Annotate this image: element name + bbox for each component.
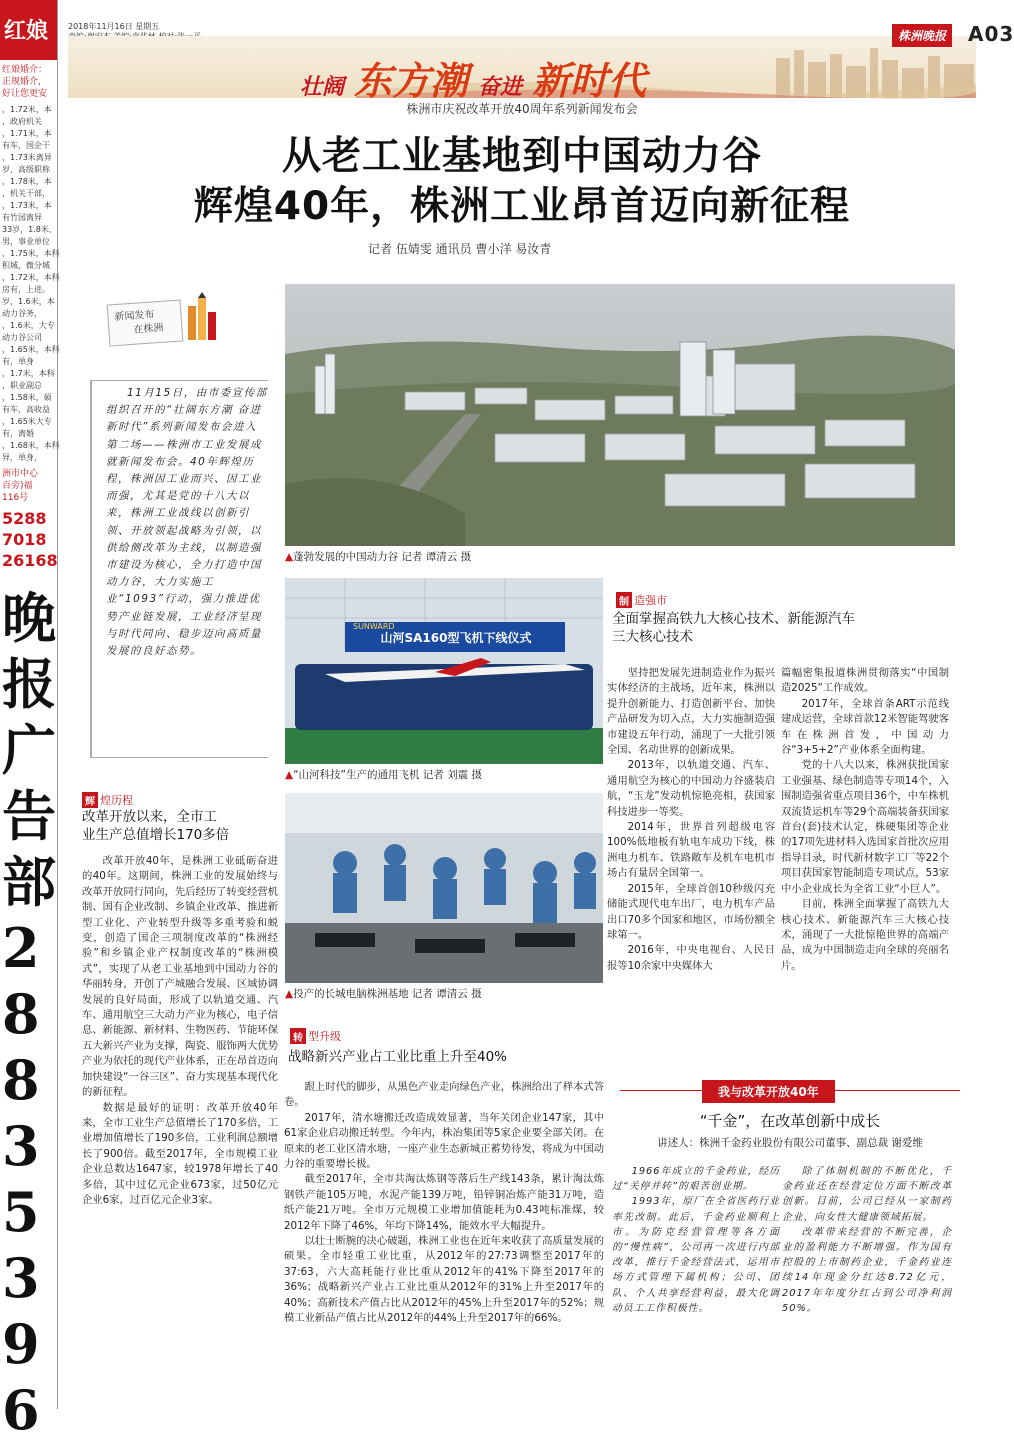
column-reform-2 <box>782 1164 952 1316</box>
header-banner <box>68 36 976 103</box>
s-big-line: 9 <box>2 1312 40 1376</box>
s-phones-line: 26168 <box>2 551 58 570</box>
paragraph: 2013年，以轨道交通、汽车、通用航空为核心的中国动力谷盛装启航，“玉龙”发动机惊艳亮相，获国家科技进步一等奖。 <box>607 759 775 818</box>
s-phones-line: 7018 <box>2 530 47 549</box>
s-text-line: ，1.6米，大专 <box>2 321 55 330</box>
section-tag-history <box>82 792 133 808</box>
section-history-title: 改革开放以来，全市工 业生产总值增长170多倍 <box>82 809 230 843</box>
s-text-line: 岁，高级职称 <box>2 165 50 174</box>
paragraph: 篇幅密集报道株洲贯彻落实“中国制造2025”工作成效。 <box>781 667 949 695</box>
badge-tag <box>107 299 184 346</box>
s-text-line: ，1.73米离异 <box>2 153 52 162</box>
badge-line-1: 新闻发布 <box>114 309 155 324</box>
plane-photo-caption: ▲“山河科技”生产的通用飞机 记者 刘震 摄 <box>285 769 482 781</box>
s-text-line: 动力谷公司 <box>2 333 42 342</box>
plane-banner <box>347 622 565 645</box>
paragraph: 除了体制机制的不断优化，千金药业还在经营定位方面不断改革创新。目前，公司已经从一家制药企业，向女性大健康领域拓展。 <box>782 1166 952 1223</box>
slogan-part-d: 新时代 <box>532 58 647 103</box>
s-text-line: ，职业副总 <box>2 381 42 390</box>
s-text-line: 动力谷务， <box>2 309 42 318</box>
sliver-red-lines <box>0 60 57 104</box>
s-text-line: 有车，高收益 <box>2 405 50 414</box>
s-text-line: ，政府机关 <box>2 117 42 126</box>
reform-band <box>620 1080 960 1102</box>
s-addr-line: 百旁)福 <box>2 481 33 491</box>
s-text-line: ，1.71米，本 <box>2 129 52 138</box>
section-transformation-icon: 转 <box>290 1028 306 1044</box>
photo-plane-ceremony <box>285 578 603 764</box>
plane-banner-title: 山河SA160型飞机下线仪式 <box>380 631 532 645</box>
reform-band-label: 我与改革开放40年 <box>702 1080 835 1103</box>
main-photo-caption: ▲蓬勃发展的中国动力谷 记者 谭清云 摄 <box>285 551 472 563</box>
s-big-line: 报 <box>2 652 56 716</box>
s-text-line: ，1.58米，硕 <box>2 393 52 402</box>
s-text-line: 33岁，1.8米， <box>2 225 57 234</box>
s-addr-line: 洲市中心 <box>2 469 39 479</box>
s-big-line: 3 <box>2 1246 40 1310</box>
column-history <box>82 854 278 1208</box>
sliver-phones <box>0 508 57 571</box>
factory-caption-text: 投产的长城电脑株洲基地 记者 谭清云 摄 <box>293 988 482 1000</box>
s-text-line: ，1.72米，本 <box>2 105 52 114</box>
paragraph: 数据是最好的证明：改革开放40年来，全市工业生产总值增长了170多倍，工业增加值增长了190多倍，工业利润总额增长了900倍。截至2017年，全市规模工业企业总数达1647家，较1978年增长了40多倍，其中过亿元企业673家，过50亿元企业6家，过百亿元企业3家。 <box>82 1101 278 1206</box>
slogan-part-a: 壮阔 <box>300 74 345 100</box>
s-big-line: 6 <box>2 1378 40 1442</box>
s-addr-line: 116号 <box>2 493 29 503</box>
byline: 记者 伍婧雯 通讯员 曹小洋 易汝青 <box>368 242 552 256</box>
s-text-line: 男，事业单位 <box>2 237 50 246</box>
newspaper-brand: 株洲晚报 <box>892 24 952 47</box>
section-tag-transformation <box>290 1028 341 1044</box>
paragraph: 截至2017年，全市共淘汰炼钢等落后生产线143条，累计淘汰炼钢铁产能105万吨，水泥产能139万吨，铅锌铜冶炼产能31万吨，造纸产能21万吨。全市万元规模工业增加值能耗为0.43吨标准煤，较2012年下降了46%，年均下降14%，能效水平大幅提升。 <box>284 1173 604 1232</box>
issue-date: 2018年11月16日 星期五 <box>68 22 160 31</box>
series-subtitle: 株洲市庆祝改革开放40周年系列新闻发布会 <box>406 102 638 116</box>
paragraph: 1993年，原厂在全省医药行业率先改制。此后，千金药业顺利上市。为防克经营管理等各方面的“慢性病”，公司再一次进行内部改革，推行千金经营法式，运用市场方式管理下属机构；公司、团队、个人共享经营利益，最大化调动员工工作积极性。 <box>612 1196 780 1314</box>
s-text-line: ，1.72米，本科 <box>2 273 60 282</box>
photo-factory-line <box>285 793 603 983</box>
s-big-line: 8 <box>2 982 40 1046</box>
sliver-text <box>0 104 60 464</box>
s-text-line: ，1.65米，本科 <box>2 345 60 354</box>
paragraph: 目前，株洲全面掌握了高铁九大核心技术、新能源汽车三大核心技术，涌现了一大批惊艳世界的高端产品，成为中国制造走向全球的亮丽名片。 <box>781 898 949 972</box>
s-text-line: 岁，1.6米，本 <box>2 297 55 306</box>
sliver-big-chars <box>0 585 57 1443</box>
column-transformation <box>284 1080 604 1327</box>
s-big-line: 2 <box>2 916 40 980</box>
s-text-line: ，1.68米，本科 <box>2 441 60 450</box>
headline-line-1: 从老工业基地到中国动力谷 <box>281 134 762 179</box>
factory-photo-caption: ▲投产的长城电脑株洲基地 记者 谭清云 摄 <box>285 988 482 1000</box>
paragraph: 1966年成立的千金药业，经历过“关停并转”的艰苦创业期。 <box>612 1166 780 1193</box>
section-manufacturing-title: 全面掌握高铁九大核心技术、新能源汽车 三大核心技术 <box>612 611 855 645</box>
intro-text: 11月15日，由市委宣传部组织召开的“壮阔东方潮 奋进新时代”系列新闻发布会进入第二场——株洲市工业发展成就新闻发布会。40年辉煌历程，株洲因工业而兴、因工业而强，尤其是党的十八大以来，株洲工业战线以创新引领、开放领起战略为引领，以供给侧改革为主线，以制造强市建设为核心，全力打造中国动力谷，大力实施工业“1093”行动，强力推进优势产业链发展，工业经济呈现与时代同向、稳步迈向高质量发展的良好态势。 <box>106 387 268 658</box>
reform-title: “千金”，在改革创新中成长 <box>699 1112 881 1130</box>
section-manufacturing-icon: 制 <box>616 592 632 608</box>
s-text-line: 异，单身， <box>2 453 42 462</box>
s-red-lines-line: 红娘婚介： <box>2 65 48 75</box>
s-text-line: ，机关干部， <box>2 189 50 198</box>
s-big-line: 8 <box>2 1048 40 1112</box>
s-text-line: ，1.7米，本科 <box>2 369 55 378</box>
s-text-line: ，1.73米，本 <box>2 201 52 210</box>
paragraph: 改革带来经营的不断完善，企业的盈利能力不断增强。作为国有控股的上市制药企业，千金药业连续14年现金分红达8.72亿元，2017年年度分红占到公司净利润50%。 <box>782 1226 952 1314</box>
section-history-label: 煌历程 <box>100 794 133 807</box>
paragraph: 党的十八大以来，株洲获批国家工业强基、绿色制造等专项14个，入围制造强省重点项目36个，中车株机双流货运机车等29个高端装备获国家首台(套)技术认定，株硬集团等企业的17项先进材料入选国家首批次应用指导目录，时代新材数字工厂等22个项目获国家智能制造专项试点，53家中小企业成长为全省工业“小巨人”。 <box>781 759 949 895</box>
section-transformation-title: 战略新兴产业占工业比重上升至40% <box>288 1049 508 1065</box>
column-reform-1 <box>612 1164 780 1316</box>
paragraph: 2017年，全球首条ART示范线建成运营，全球首款12米智能驾驶客车在株洲首发，中国动力谷“3+5+2”产业体系全面构建。 <box>781 697 949 757</box>
s-text-line: 有，单身 <box>2 357 34 366</box>
s-red-lines-line: 正规婚介， <box>2 77 48 87</box>
section-manufacturing-label: 造强市 <box>634 594 667 607</box>
s-text-line: 积城，微分城 <box>2 261 50 270</box>
s-big-line: 5 <box>2 1180 40 1244</box>
photo-industrial-park <box>285 284 955 546</box>
s-text-line: 房有，上进。 <box>2 285 50 294</box>
s-big-line: 3 <box>2 1114 40 1178</box>
paragraph: 以壮士断腕的决心破题，株洲工业也在近年来收获了高质量发展的硕果。全市轻重工业比重，从2012年的27:73调整至2017年的37:63，六大高耗能行业比重从2012年的41%下降至2017年的36%；战略新兴产业占工业比重从2012年的31%上升至2017年的40%；高新技术产值占比从2012年的45%上升至2017年的52%；规模工业新品产值占比从2012年的44%上升至2017年的66%。 <box>284 1235 604 1325</box>
plane-caption-text: “山河科技”生产的通用飞机 记者 刘震 摄 <box>293 769 482 781</box>
s-big-line: 晚 <box>2 586 56 650</box>
paragraph: 跟上时代的脚步，从黑色产业走向绿色产业，株洲给出了样本式答卷。 <box>284 1081 604 1109</box>
paragraph: 改革开放40年，是株洲工业砥砺奋进的40年。这期间，株洲工业的发展始终与改革开放同行同向，先后经历了转变经营机制、国有企业改制、乡镇企业改革、推进新型工业化、产业转型升级等多重考验和蜕变，创造了国企三项制度改革的“株洲经验”和乡镇企业产权制度改革的“株洲模式”，实现了从老工业基地到中国动力谷的华丽转身，开创了产城融合发展、区域协调发展的良好局面，形成了以轨道交通、汽车、通用航空三大动力产业为核心，电子信息、新能源、新材料、生物医药、节能环保五大新兴产业为支撑，陶瓷、服饰两大优势产业为依托的现代产业体系，正在昂首迈向加快建设“一谷三区”、奋力实现基本现代化的新征程。 <box>82 855 279 1099</box>
s-big-line: 广 <box>2 718 56 782</box>
slogan-part-c: 奋进 <box>478 74 523 100</box>
section-history-icon: 辉 <box>82 792 98 808</box>
paragraph: 坚持把发展先进制造业作为振兴实体经济的主战场，近年来，株洲以提升创新能力、打造创新平台、加快产品研发为切入点，大力实施制造强市建设五年行动，涌现了一大批引领全国、名动世界的创新成果。 <box>607 667 775 757</box>
pencil-icon <box>184 292 224 348</box>
page-header <box>68 22 1014 116</box>
section-tag-manufacturing <box>616 592 667 608</box>
s-text-line: ，1.65米大专 <box>2 417 52 426</box>
page-number: A03 <box>968 22 1014 46</box>
s-text-line: ，1.75米，本科 <box>2 249 60 258</box>
column-manufacturing-1 <box>607 666 775 974</box>
s-text-line: 有车，国企干 <box>2 141 50 150</box>
main-caption-text: 蓬勃发展的中国动力谷 记者 谭清云 摄 <box>293 551 472 563</box>
s-text-line: 有竹园离异 <box>2 213 42 222</box>
s-text-line: 有，离婚 <box>2 429 34 438</box>
paragraph: 2014年，世界首列超级电容100%低地板有轨电车成功下线，株洲电力机车、铁路敞车及机车电机市场占有量居全国第一。 <box>607 821 775 880</box>
intro-box <box>90 380 268 758</box>
paragraph: 2016年，中央电视台、人民日报等10余家中央媒体大 <box>607 944 775 972</box>
header-slogan <box>300 50 646 105</box>
paragraph: 2015年，全球首创10秒级闪充储能式现代电车出厂，电力机车产品出口70多个国家和地区，市场份额全球第一。 <box>607 882 775 941</box>
reform-speaker: 讲述人：株洲千金药业股份有限公司董事、副总裁 谢爱维 <box>657 1137 923 1149</box>
s-red-lines-line: 好让您更安 <box>2 89 48 99</box>
sliver-red-title: 红娘 <box>0 0 57 60</box>
headline-line-2: 辉煌40年，株洲工业昂首迈向新征程 <box>193 184 851 229</box>
s-big-line: 部 <box>2 850 56 914</box>
s-phones-line: 5288 <box>2 509 47 528</box>
s-text-line: ，1.78米，本 <box>2 177 52 186</box>
paragraph: 2017年，清水塘搬迁改造成效显著，当年关闭企业147家，其中61家企业启动搬迁转型。今年内，株冶集团等5家企业要全部关闭。在原来的老工业区清水塘，一座产业生态新城正蓄势待发，将成为中国动力谷的重要增长极。 <box>284 1111 604 1171</box>
slogan-part-b: 东方潮 <box>354 58 469 103</box>
section-transformation-label: 型升级 <box>308 1030 341 1043</box>
s-big-line: 告 <box>2 784 56 848</box>
sliver-address <box>0 464 57 508</box>
badge-line-2: 在株洲 <box>133 322 164 336</box>
column-manufacturing-2 <box>781 666 949 974</box>
headline-block <box>68 132 976 257</box>
news-release-badge <box>108 292 226 348</box>
plane-banner-brand: SUNWARD <box>353 622 395 631</box>
adjacent-page-sliver <box>0 0 60 1442</box>
